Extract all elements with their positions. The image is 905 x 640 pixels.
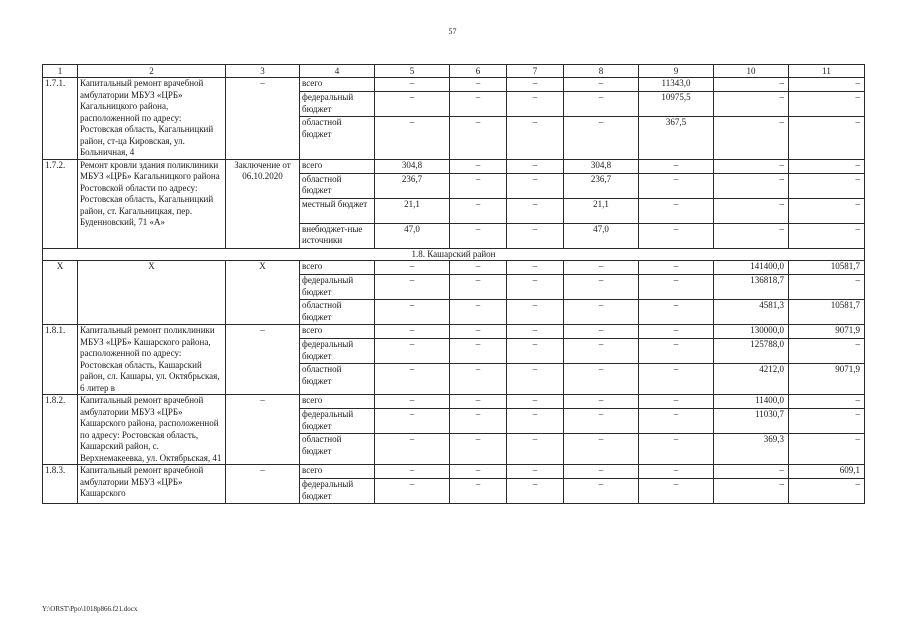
value-cell (639, 159, 714, 248)
amount-value: – (475, 325, 481, 335)
amount-value: – (450, 363, 506, 388)
funding-source: местный бюджет (300, 198, 374, 223)
column-header: 6 (450, 65, 507, 78)
basis-document: – (226, 325, 300, 395)
amount-value: – (450, 478, 506, 503)
amount-value: – (507, 478, 563, 503)
funding-table (42, 64, 865, 504)
amount-value: – (639, 338, 713, 363)
amount-value: – (673, 261, 679, 271)
amount-value: – (714, 198, 788, 223)
value-cell (450, 465, 507, 504)
funding-source: всего (302, 465, 323, 475)
amount-value: – (375, 478, 449, 503)
amount-value: – (673, 325, 679, 335)
table-row (43, 325, 865, 395)
amount-value: – (564, 478, 638, 503)
funding-source: всего (302, 261, 323, 271)
amount-value: – (532, 159, 538, 170)
amount-value: – (789, 198, 864, 223)
amount-value: – (475, 465, 481, 475)
amount-value: – (507, 223, 563, 248)
amount-value: – (639, 408, 713, 433)
amount-value: – (789, 173, 864, 198)
column-header-row (43, 65, 865, 78)
column-header: 1 (43, 65, 78, 78)
value-cell (450, 395, 507, 465)
amount-value: – (450, 198, 506, 223)
value-cell (714, 395, 789, 465)
amount-value: 367,5 (639, 116, 713, 141)
amount-value: – (789, 91, 864, 116)
value-cell (714, 465, 789, 504)
amount-value: – (598, 78, 604, 88)
amount-value: – (450, 274, 506, 299)
amount-value: – (532, 465, 538, 475)
amount-value: – (789, 478, 864, 503)
amount-value: – (475, 395, 481, 405)
amount-value: – (789, 408, 864, 433)
amount-value: 21,1 (375, 198, 449, 223)
funding-source: внебюджет-ные источники (300, 223, 374, 248)
item-number: X (43, 261, 78, 325)
funding-source: областной бюджет (300, 433, 374, 458)
column-header: 10 (714, 65, 789, 78)
table-row (43, 395, 865, 465)
amount-value: – (507, 274, 563, 299)
value-cell (375, 465, 450, 504)
amount-value: – (375, 338, 449, 363)
value-cell (375, 325, 450, 395)
amount-value: – (375, 274, 449, 299)
amount-value: 136818,7 (714, 274, 788, 299)
value-cell (564, 465, 639, 504)
amount-value: – (714, 116, 788, 141)
amount-value: – (450, 223, 506, 248)
amount-value: – (564, 363, 638, 388)
file-path-footer: Y:\ORST\Ppo\1018p866.f21.docx (42, 605, 138, 613)
column-header: 4 (300, 65, 375, 78)
amount-value: – (507, 363, 563, 388)
value-cell (789, 261, 865, 325)
amount-value: – (564, 433, 638, 458)
table-row (43, 465, 865, 504)
amount-value: – (564, 299, 638, 324)
column-header: 3 (226, 65, 300, 78)
amount-value: – (450, 91, 506, 116)
amount-value: – (450, 299, 506, 324)
item-number: 1.8.1. (43, 325, 78, 395)
amount-value: – (507, 198, 563, 223)
item-name: X (78, 261, 226, 325)
amount-value: – (450, 338, 506, 363)
value-cell (450, 261, 507, 325)
amount-value: – (475, 261, 481, 271)
amount-value: – (639, 223, 713, 248)
amount-value: – (507, 116, 563, 141)
funding-source: федеральный бюджет (300, 91, 374, 116)
amount-value: 9071,9 (835, 325, 860, 335)
amount-value: 47,0 (375, 223, 449, 248)
funding-source: федеральный бюджет (300, 408, 374, 433)
item-name: Ремонт кровли здания поликлиники МБУЗ «ЦРБ» Кагальницкого района Ростовской области по адресу: Ростовская область, Кагальницкий район, ст. Кагальницкая, пер. Буденновский, 71 «А» (78, 159, 226, 248)
value-cell (639, 325, 714, 395)
amount-value: – (564, 116, 638, 141)
item-name: Капитальный ремонт врачебной амбулатории МБУЗ «ЦРБ» Кашарского (78, 465, 226, 504)
value-cell (564, 78, 639, 160)
value-cell (789, 395, 865, 465)
value-cell (507, 261, 564, 325)
amount-value: 125788,0 (714, 338, 788, 363)
column-header: 2 (78, 65, 226, 78)
amount-value: – (789, 274, 864, 299)
column-header: 11 (789, 65, 865, 78)
amount-value: – (375, 299, 449, 324)
amount-value: – (714, 478, 788, 503)
amount-value: 4581,3 (714, 299, 788, 324)
amount-value: 304,8 (401, 159, 423, 170)
amount-value: 236,7 (564, 173, 638, 198)
column-header: 5 (375, 65, 450, 78)
amount-value: – (475, 159, 481, 170)
amount-value: 236,7 (375, 173, 449, 198)
amount-value: – (639, 198, 713, 223)
value-cell (375, 261, 450, 325)
amount-value: – (673, 159, 679, 170)
basis-document: X (226, 261, 300, 325)
table-body (43, 65, 865, 504)
amount-value: – (532, 395, 538, 405)
amount-value: – (779, 465, 784, 475)
amount-value: 10581,7 (830, 261, 860, 271)
amount-value: – (639, 274, 713, 299)
funding-source: всего (302, 395, 323, 405)
amount-value: 4212,0 (714, 363, 788, 388)
value-cell (639, 465, 714, 504)
value-cell (564, 395, 639, 465)
value-cell (639, 78, 714, 160)
amount-value: – (409, 261, 415, 271)
amount-value: – (532, 325, 538, 335)
value-cell (564, 325, 639, 395)
amount-value: – (598, 465, 604, 475)
value-cell (564, 261, 639, 325)
value-cell (450, 159, 507, 248)
value-cell (507, 325, 564, 395)
funding-source: всего (302, 325, 323, 335)
amount-value: – (714, 91, 788, 116)
amount-value: – (507, 338, 563, 363)
funding-source-cell (300, 261, 375, 325)
amount-value: – (639, 363, 713, 388)
amount-value: 21,1 (564, 198, 638, 223)
amount-value: 9071,9 (789, 363, 864, 388)
amount-value: – (564, 338, 638, 363)
value-cell (789, 325, 865, 395)
amount-value: – (375, 116, 449, 141)
funding-source: областной бюджет (300, 116, 374, 141)
page-number: 57 (448, 27, 457, 36)
amount-value: – (375, 433, 449, 458)
amount-value: – (639, 173, 713, 198)
value-cell (789, 78, 865, 160)
funding-source: областной бюджет (300, 363, 374, 388)
amount-value: 10581,7 (789, 299, 864, 324)
amount-value: 141400,0 (750, 261, 784, 271)
item-name: Капитальный ремонт поликлиники МБУЗ «ЦРБ» Кашарского района, расположенной по адресу: Ростовская область, Кашарский район, сл. Кашары, ул. Октябрьская, 6 литер в (78, 325, 226, 395)
amount-value: – (507, 299, 563, 324)
value-cell (507, 78, 564, 160)
funding-source-cell (300, 325, 375, 395)
amount-value: – (409, 325, 415, 335)
amount-value: – (564, 91, 638, 116)
amount-value: – (789, 116, 864, 141)
funding-source-cell (300, 465, 375, 504)
amount-value: – (855, 78, 860, 88)
amount-value: 10975,5 (639, 91, 713, 116)
funding-source-cell (300, 78, 375, 160)
amount-value: – (532, 78, 538, 88)
amount-value: 11343,0 (661, 78, 691, 88)
table-row (43, 159, 865, 248)
amount-value: – (409, 78, 415, 88)
value-cell (375, 159, 450, 248)
amount-value: 130000,0 (750, 325, 784, 335)
table-row (43, 78, 865, 160)
amount-value: – (507, 173, 563, 198)
value-cell (507, 395, 564, 465)
amount-value: – (450, 173, 506, 198)
column-header: 7 (507, 65, 564, 78)
amount-value: – (639, 299, 713, 324)
value-cell (564, 159, 639, 248)
table-row (43, 261, 865, 325)
amount-value: 609,1 (839, 465, 860, 475)
value-cell (714, 159, 789, 248)
value-cell (639, 395, 714, 465)
value-cell (450, 78, 507, 160)
value-cell (714, 78, 789, 160)
funding-source: федеральный бюджет (300, 338, 374, 363)
amount-value: 11030,7 (714, 408, 788, 433)
value-cell (639, 261, 714, 325)
amount-value: 304,8 (590, 159, 612, 170)
value-cell (375, 78, 450, 160)
funding-source: областной бюджет (300, 173, 374, 198)
amount-value: – (450, 433, 506, 458)
funding-source: областной бюджет (300, 299, 374, 324)
amount-value: – (673, 465, 679, 475)
amount-value: – (673, 395, 679, 405)
item-name: Капитальный ремонт врачебной амбулатории МБУЗ «ЦРБ» Кагальницкого района, расположенной по адресу: Ростовская область, Кагальницкий район, ст-ца Кировская, ул. Больничная, 4 (78, 78, 226, 160)
amount-value: – (714, 173, 788, 198)
amount-value: – (507, 91, 563, 116)
amount-value: – (375, 91, 449, 116)
funding-source: федеральный бюджет (300, 274, 374, 299)
basis-document: Заключение от 06.10.2020 (226, 159, 300, 248)
amount-value: 369,3 (714, 433, 788, 458)
amount-value: – (450, 116, 506, 141)
value-cell (450, 325, 507, 395)
value-cell (789, 159, 865, 248)
value-cell (507, 159, 564, 248)
basis-document: – (226, 78, 300, 160)
funding-source: всего (302, 159, 323, 170)
funding-source: федеральный бюджет (300, 478, 374, 503)
amount-value: – (639, 478, 713, 503)
amount-value: – (789, 223, 864, 248)
basis-document: – (226, 395, 300, 465)
item-number: 1.7.1. (43, 78, 78, 160)
item-number: 1.8.2. (43, 395, 78, 465)
item-number: 1.7.2. (43, 159, 78, 248)
amount-value: – (375, 408, 449, 433)
amount-value: – (564, 274, 638, 299)
item-number: 1.8.3. (43, 465, 78, 504)
amount-value: – (564, 408, 638, 433)
amount-value: – (375, 363, 449, 388)
funding-source-cell (300, 159, 375, 248)
section-title: 1.8. Кашарский район (43, 248, 865, 261)
amount-value: – (409, 395, 415, 405)
item-name: Капитальный ремонт врачебной амбулатории МБУЗ «ЦРБ» Кашарского района, расположенной по адресу: Ростовская область, Кашарский район, с. Верхнемакеевка, ул. Октябрьская, 41 (78, 395, 226, 465)
value-cell (714, 325, 789, 395)
section-row (43, 248, 865, 261)
column-header: 9 (639, 65, 714, 78)
amount-value: – (532, 261, 538, 271)
amount-value: – (475, 78, 481, 88)
amount-value: – (598, 395, 604, 405)
amount-value: – (450, 408, 506, 433)
amount-value: – (598, 325, 604, 335)
amount-value: – (639, 433, 713, 458)
amount-value: – (789, 338, 864, 363)
funding-source: всего (302, 78, 323, 88)
amount-value: – (409, 465, 415, 475)
amount-value: – (779, 159, 784, 170)
amount-value: – (789, 433, 864, 458)
amount-value: 11400,0 (755, 395, 784, 405)
value-cell (714, 261, 789, 325)
column-header: 8 (564, 65, 639, 78)
value-cell (789, 465, 865, 504)
amount-value: 47,0 (564, 223, 638, 248)
basis-document: – (226, 465, 300, 504)
funding-source-cell (300, 395, 375, 465)
amount-value: – (855, 159, 860, 170)
amount-value: – (507, 408, 563, 433)
amount-value: – (714, 223, 788, 248)
amount-value: – (855, 395, 860, 405)
value-cell (375, 395, 450, 465)
amount-value: – (507, 433, 563, 458)
amount-value: – (779, 78, 784, 88)
value-cell (507, 465, 564, 504)
amount-value: – (598, 261, 604, 271)
